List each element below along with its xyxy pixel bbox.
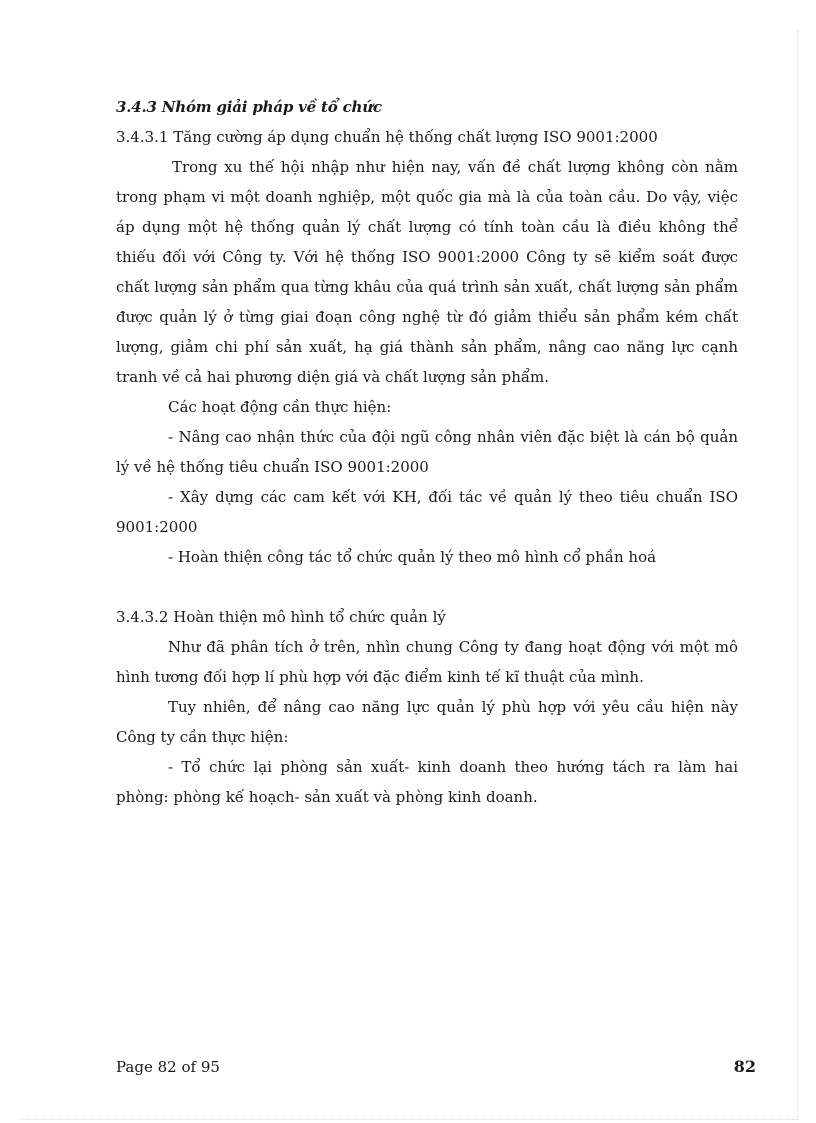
paragraph-gap — [116, 572, 738, 602]
paragraph-model-requirements: Tuy nhiên, để nâng cao năng lực quản lý phù hợp với yêu cầu hiện này Công ty cần thực hiện: — [116, 698, 738, 746]
subsection-title-iso: 3.4.3.1 Tăng cường áp dụng chuẩn hệ thống chất lượng ISO 9001:2000 — [116, 128, 658, 146]
document-body — [116, 92, 738, 812]
list-item-reorganize: - Tổ chức lại phòng sản xuất- kinh doanh theo hướng tách ra làm hai phòng: phòng kế hoạch- sản xuất và phòng kinh doanh. — [116, 758, 738, 806]
paragraph-model-analysis: Như đã phân tích ở trên, nhìn chung Công ty đang hoạt động với một mô hình tương đối hợp lí phù hợp với đặc điểm kinh tế kĩ thuật của mình. — [116, 638, 738, 686]
list-item-awareness: - Nâng cao nhận thức của đội ngũ công nhân viên đặc biệt là cán bộ quản lý về hệ thống tiêu chuẩn ISO 9001:2000 — [116, 428, 738, 476]
page-edge-right — [797, 30, 798, 1120]
section-heading: 3.4.3 Nhóm giải pháp về tổ chức — [116, 98, 382, 116]
list-item-management: - Hoàn thiện công tác tổ chức quản lý theo mô hình cổ phần hoá — [168, 548, 657, 566]
paragraph-iso-intro: Trong xu thế hội nhập như hiện nay, vấn đề chất lượng không còn nằm trong phạm vi một doanh nghiệp, một quốc gia mà là của toàn cầu. Do vậy, việc áp dụng một hệ thống quản lý chất lượng có tính toàn cầu là điều không thể thiếu đối với Công ty. Với hệ thống ISO 9001:2000 Công ty sẽ kiểm soát được chất lượng sản phẩm qua từng khâu của quá trình sản xuất, chất lượng sản phẩm được quản lý ở từng giai đoạn công nghệ từ đó giảm thiểu sản phẩm kém chất lượng, giảm chi phí sản xuất, hạ giá thành sản phẩm, nâng cao năng lực cạnh tranh về cả hai phương diện giá và chất lượng sản phẩm. — [116, 158, 738, 386]
subsection-title-model: 3.4.3.2 Hoàn thiện mô hình tổ chức quản lý — [116, 608, 446, 626]
page-number: 82 — [733, 1057, 756, 1076]
list-item-commitment: - Xây dựng các cam kết với KH, đối tác về quản lý theo tiêu chuẩn ISO 9001:2000 — [116, 488, 738, 536]
activities-intro: Các hoạt động cần thực hiện: — [168, 398, 392, 416]
page-footer-label: Page 82 of 95 — [116, 1058, 220, 1076]
page-edge-bottom — [22, 1119, 797, 1120]
